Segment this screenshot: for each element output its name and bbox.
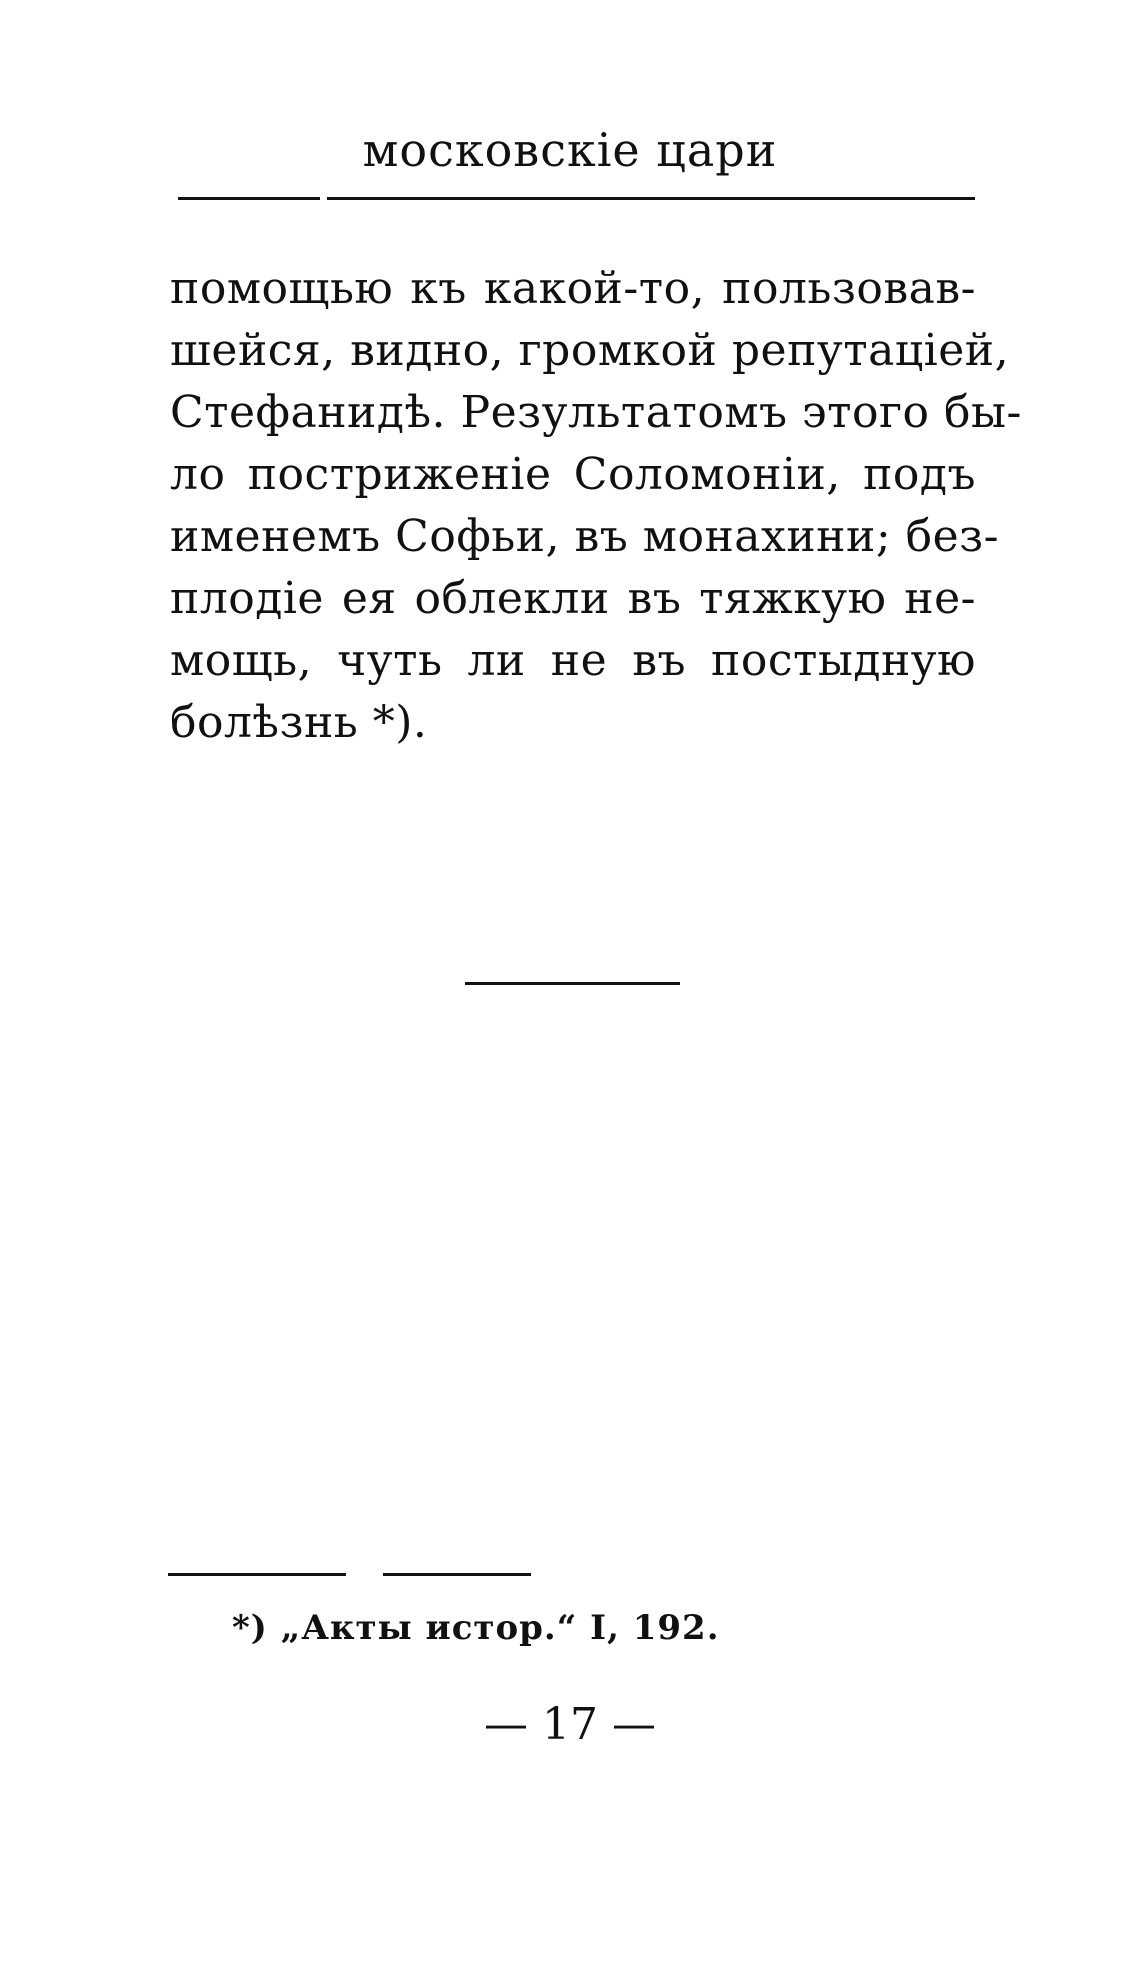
body-line: мощь, чуть ли не въ постыдную <box>170 635 976 686</box>
page-number: — 17 — <box>484 1699 656 1750</box>
running-head: московскіе цари <box>362 123 778 177</box>
body-line: плодіе ея облекли въ тяжкую не- <box>170 573 976 624</box>
header-rule-left <box>178 197 320 200</box>
footnote: *) „Акты истор.“ I, 192. <box>232 1608 720 1648</box>
body-line: шейся, видно, громкой репутаціей, <box>170 325 1010 376</box>
footnote-rule-right <box>383 1573 531 1576</box>
section-end-rule <box>465 982 680 985</box>
body-line: именемъ Софьи, въ монахини; без- <box>170 511 1000 562</box>
body-line: помощью къ какой-то, пользовав- <box>170 263 976 314</box>
footnote-rule-left <box>168 1573 346 1576</box>
body-line: болѣзнь *). <box>170 697 428 748</box>
body-line: Стефанидѣ. Результатомъ этого бы- <box>170 387 1022 438</box>
body-text <box>170 258 1022 754</box>
body-line: ло постриженіе Соломоніи, подъ <box>170 449 976 500</box>
header-rule-right <box>327 197 975 200</box>
